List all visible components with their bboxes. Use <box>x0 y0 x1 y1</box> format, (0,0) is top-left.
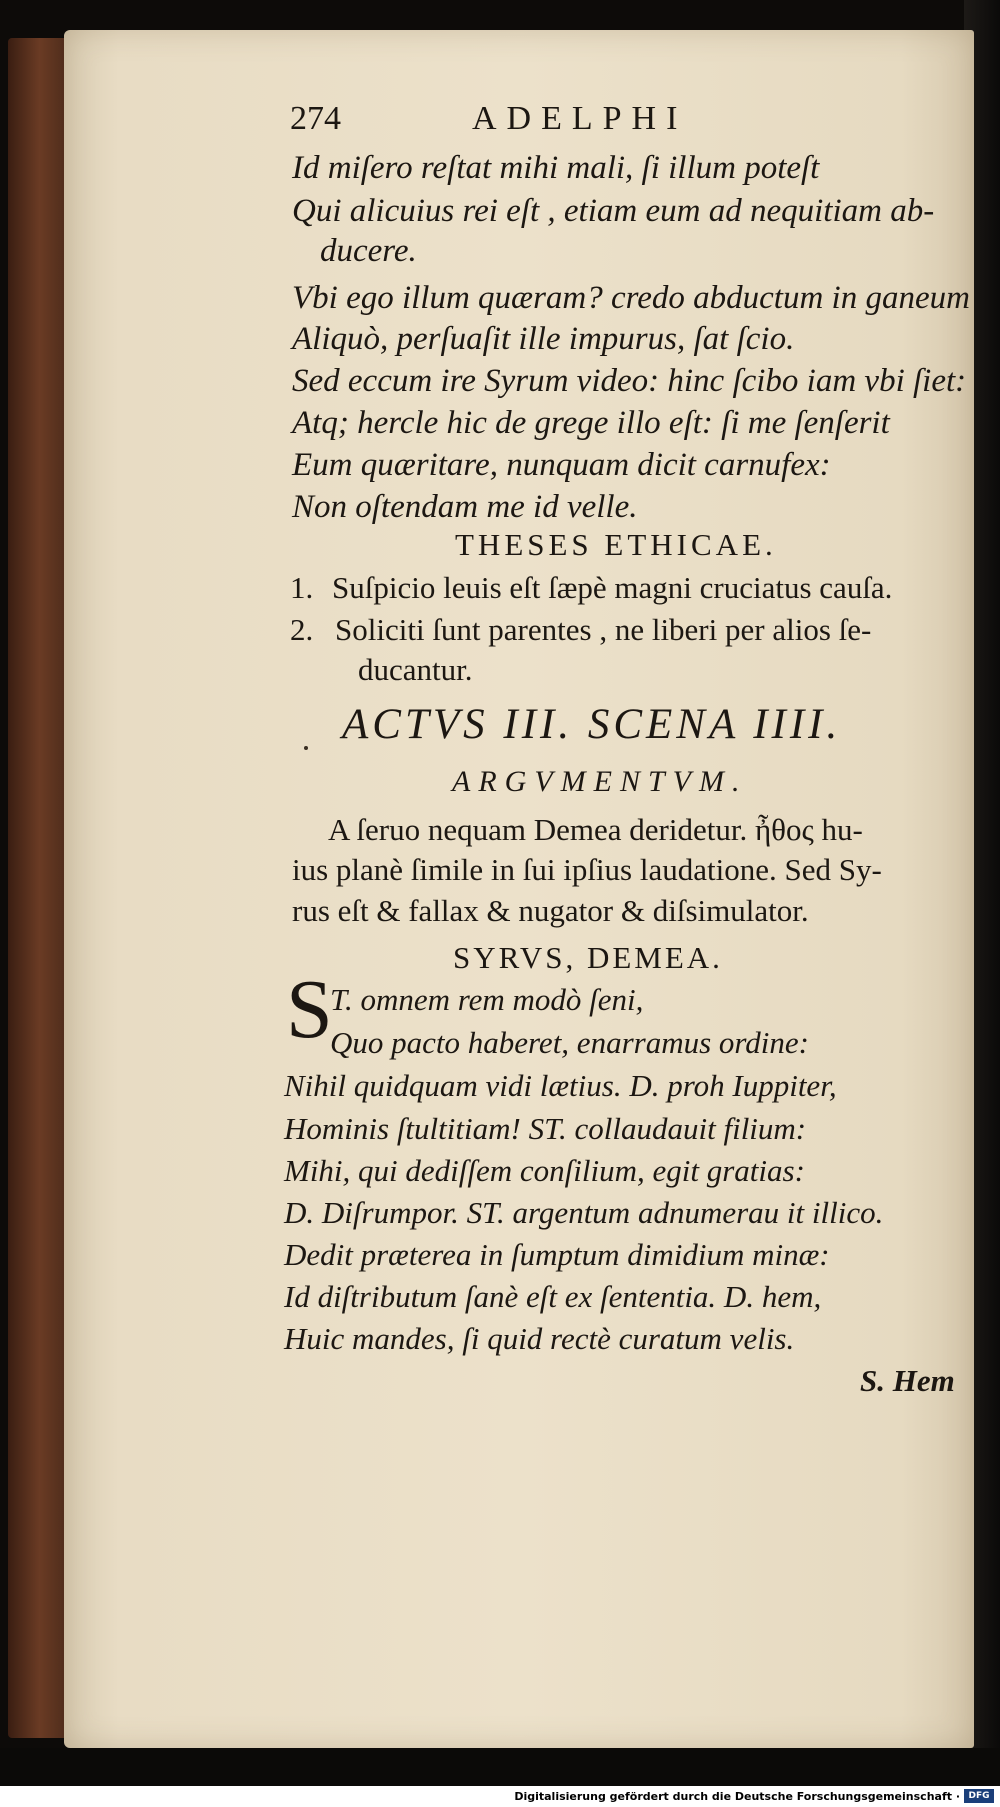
verse-line: Eum quæritare, nunquam dicit carnufex: <box>292 447 831 483</box>
thesis-number: 2. <box>290 612 314 647</box>
drop-initial: S <box>286 963 333 1056</box>
verse-line: Vbi ego illum quæram? credo abductum in ganeum <box>292 280 970 316</box>
verse-line: Sed eccum ire Syrum video: hinc ſcibo iam vbi ſiet: <box>292 363 967 399</box>
dfg-logo-icon: DFG <box>964 1789 994 1803</box>
thesis-number: 1. <box>290 570 314 605</box>
catchword: S. Hem <box>860 1363 955 1398</box>
dialogue-line: Huic mandes, ſi quid rectè curatum velis. <box>284 1321 795 1356</box>
dialogue-line: Nihil quidquam vidi lætius. D. proh Iuppiter, <box>284 1068 837 1103</box>
scene-title: ACTVS III. SCENA IIII. <box>342 701 842 748</box>
verse-line: Id miſero reſtat mihi mali, ſi illum poteſt <box>292 150 820 186</box>
scan-bottom-band <box>0 1748 1000 1786</box>
verse-line: Qui alicuius rei eſt , etiam eum ad nequitiam ab- <box>292 193 935 229</box>
verse-line: Aliquò, perſuaſit ille impurus, ſat ſcio. <box>292 321 795 357</box>
argument-line: rus eſt & fallax & nugator & diſsimulator. <box>292 893 809 928</box>
dialogue-line: Quo pacto haberet, enarramus ordine: <box>330 1025 810 1060</box>
footer-credit: Digitalisierung gefördert durch die Deutsche Forschungsgemeinschaft · <box>514 1790 960 1803</box>
dialogue-line: Hominis ſtultitiam! ST. collaudauit filium: <box>284 1111 807 1146</box>
dialogue-line: Mihi, qui dediſſem conſilium, egit gratias: <box>284 1153 805 1188</box>
thesis-text: ducantur. <box>358 652 473 687</box>
verse-line: Non oſtendam me id velle. <box>292 489 638 525</box>
running-title: ADELPHI <box>472 100 688 137</box>
verse-line: ducere. <box>320 233 417 269</box>
thesis-text: Soliciti ſunt parentes , ne liberi per alios ſe- <box>335 612 872 647</box>
theses-heading: THESES ETHICAE. <box>455 527 777 562</box>
dialogue-line: Dedit præterea in ſumptum dimidium minæ: <box>284 1237 830 1272</box>
ink-speck <box>304 746 308 750</box>
argument-heading: ARGVMENTVM. <box>452 765 748 798</box>
digitization-footer <box>0 1786 1000 1807</box>
argument-line: A ſeruo nequam Demea deridetur. ἦθος hu- <box>328 812 863 847</box>
verse-line: Atq; hercle hic de grege illo eſt: ſi me ſenſerit <box>292 405 890 441</box>
speakers: SYRVS, DEMEA. <box>453 940 723 975</box>
dialogue-line: D. Diſrumpor. ST. argentum adnumerau it illico. <box>284 1195 884 1230</box>
page-number: 274 <box>290 100 341 137</box>
argument-line: ius planè ſimile in ſui ipſius laudatione. Sed Sy- <box>292 852 882 887</box>
dialogue-line: T. omnem rem modò ſeni, <box>330 982 644 1017</box>
dialogue-line: Id diſtributum ſanè eſt ex ſententia. D. hem, <box>284 1279 822 1314</box>
thesis-text: Suſpicio leuis eſt ſæpè magni cruciatus cauſa. <box>332 570 893 605</box>
